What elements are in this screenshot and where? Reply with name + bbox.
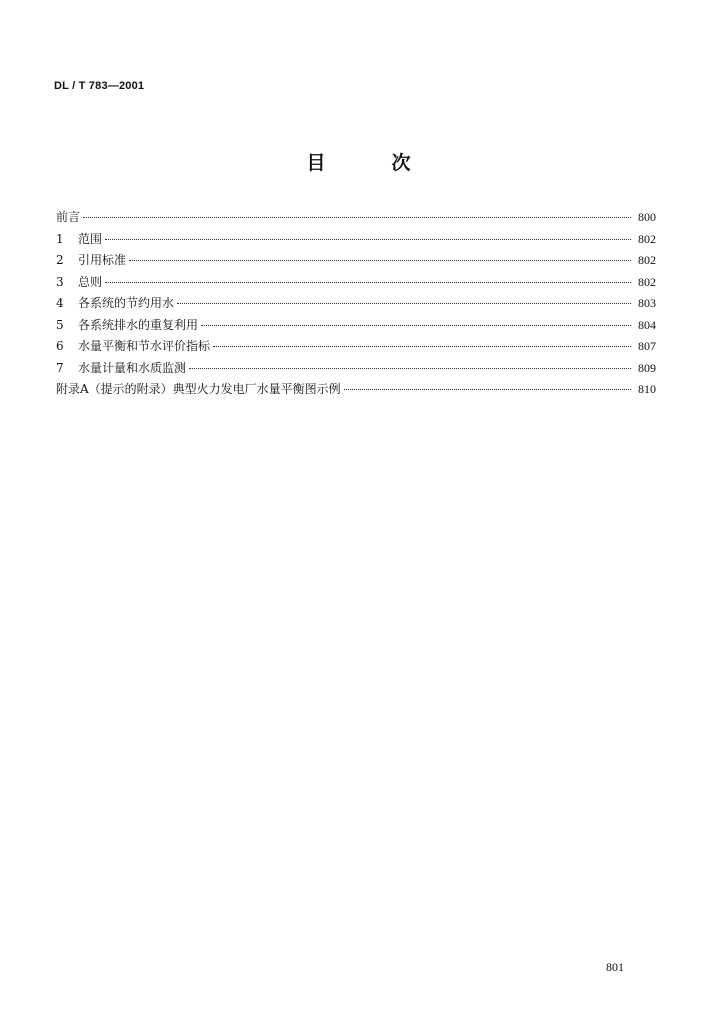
toc-entry-page: 809: [638, 360, 656, 375]
toc-leader-dots: [189, 368, 631, 369]
toc-entry-number: 6: [56, 339, 64, 353]
toc-entry-label: 范围: [78, 231, 103, 246]
toc-entry-label: 各系统排水的重复利用: [78, 317, 199, 332]
toc-entry-page: 804: [638, 317, 656, 332]
toc-entry-4[interactable]: [56, 294, 656, 316]
page-number: 801: [606, 960, 624, 974]
toc-entry-5[interactable]: [56, 316, 656, 338]
toc-entry-1[interactable]: [56, 230, 656, 252]
title-char-1: 目: [306, 152, 326, 174]
toc-entry-number: 3: [56, 274, 64, 289]
toc-entry-number: 2: [56, 253, 64, 267]
toc-entry-page: 802: [638, 253, 656, 267]
title-char-2: 次: [391, 152, 411, 174]
toc-entry-number: 7: [56, 360, 64, 375]
toc-entry-number: 1: [56, 231, 64, 246]
toc-entry-label: 各系统的节约用水: [78, 296, 175, 310]
toc-entry-2[interactable]: [56, 251, 656, 273]
toc-leader-dots: [83, 217, 631, 218]
document-code: DL / T 783—2001: [54, 80, 145, 92]
toc-entry-page: 802: [638, 274, 656, 289]
toc-leader-dots: [177, 303, 631, 304]
table-of-contents: [56, 208, 656, 402]
toc-entry-foreword[interactable]: [56, 208, 656, 230]
toc-entry-page: 802: [638, 231, 656, 246]
toc-entry-page: 807: [638, 339, 656, 353]
toc-leader-dots: [105, 239, 631, 240]
toc-leader-dots: [201, 325, 631, 326]
toc-entry-label: 水量计量和水质监测: [78, 360, 187, 375]
toc-leader-dots: [213, 346, 631, 347]
toc-entry-3[interactable]: [56, 273, 656, 295]
toc-entry-label: 水量平衡和节水评价指标: [78, 339, 211, 353]
page-title: [0, 148, 717, 175]
toc-entry-appendix-a[interactable]: [56, 380, 656, 402]
toc-entry-page: 810: [638, 382, 656, 396]
toc-entry-number: 4: [56, 296, 64, 310]
toc-leader-dots: [105, 282, 631, 283]
toc-entry-page: 803: [638, 296, 656, 310]
toc-entry-label: 总则: [78, 274, 103, 289]
toc-entry-label: 附录A（提示的附录）典型火力发电厂水量平衡图示例: [56, 382, 341, 396]
toc-entry-7[interactable]: [56, 359, 656, 381]
toc-entry-6[interactable]: [56, 337, 656, 359]
toc-entry-number: 5: [56, 317, 64, 332]
toc-entry-label: 前言: [56, 210, 81, 224]
toc-entry-page: 800: [638, 210, 656, 224]
toc-entry-label: 引用标准: [78, 253, 127, 267]
toc-leader-dots: [344, 389, 631, 390]
toc-leader-dots: [129, 260, 631, 261]
